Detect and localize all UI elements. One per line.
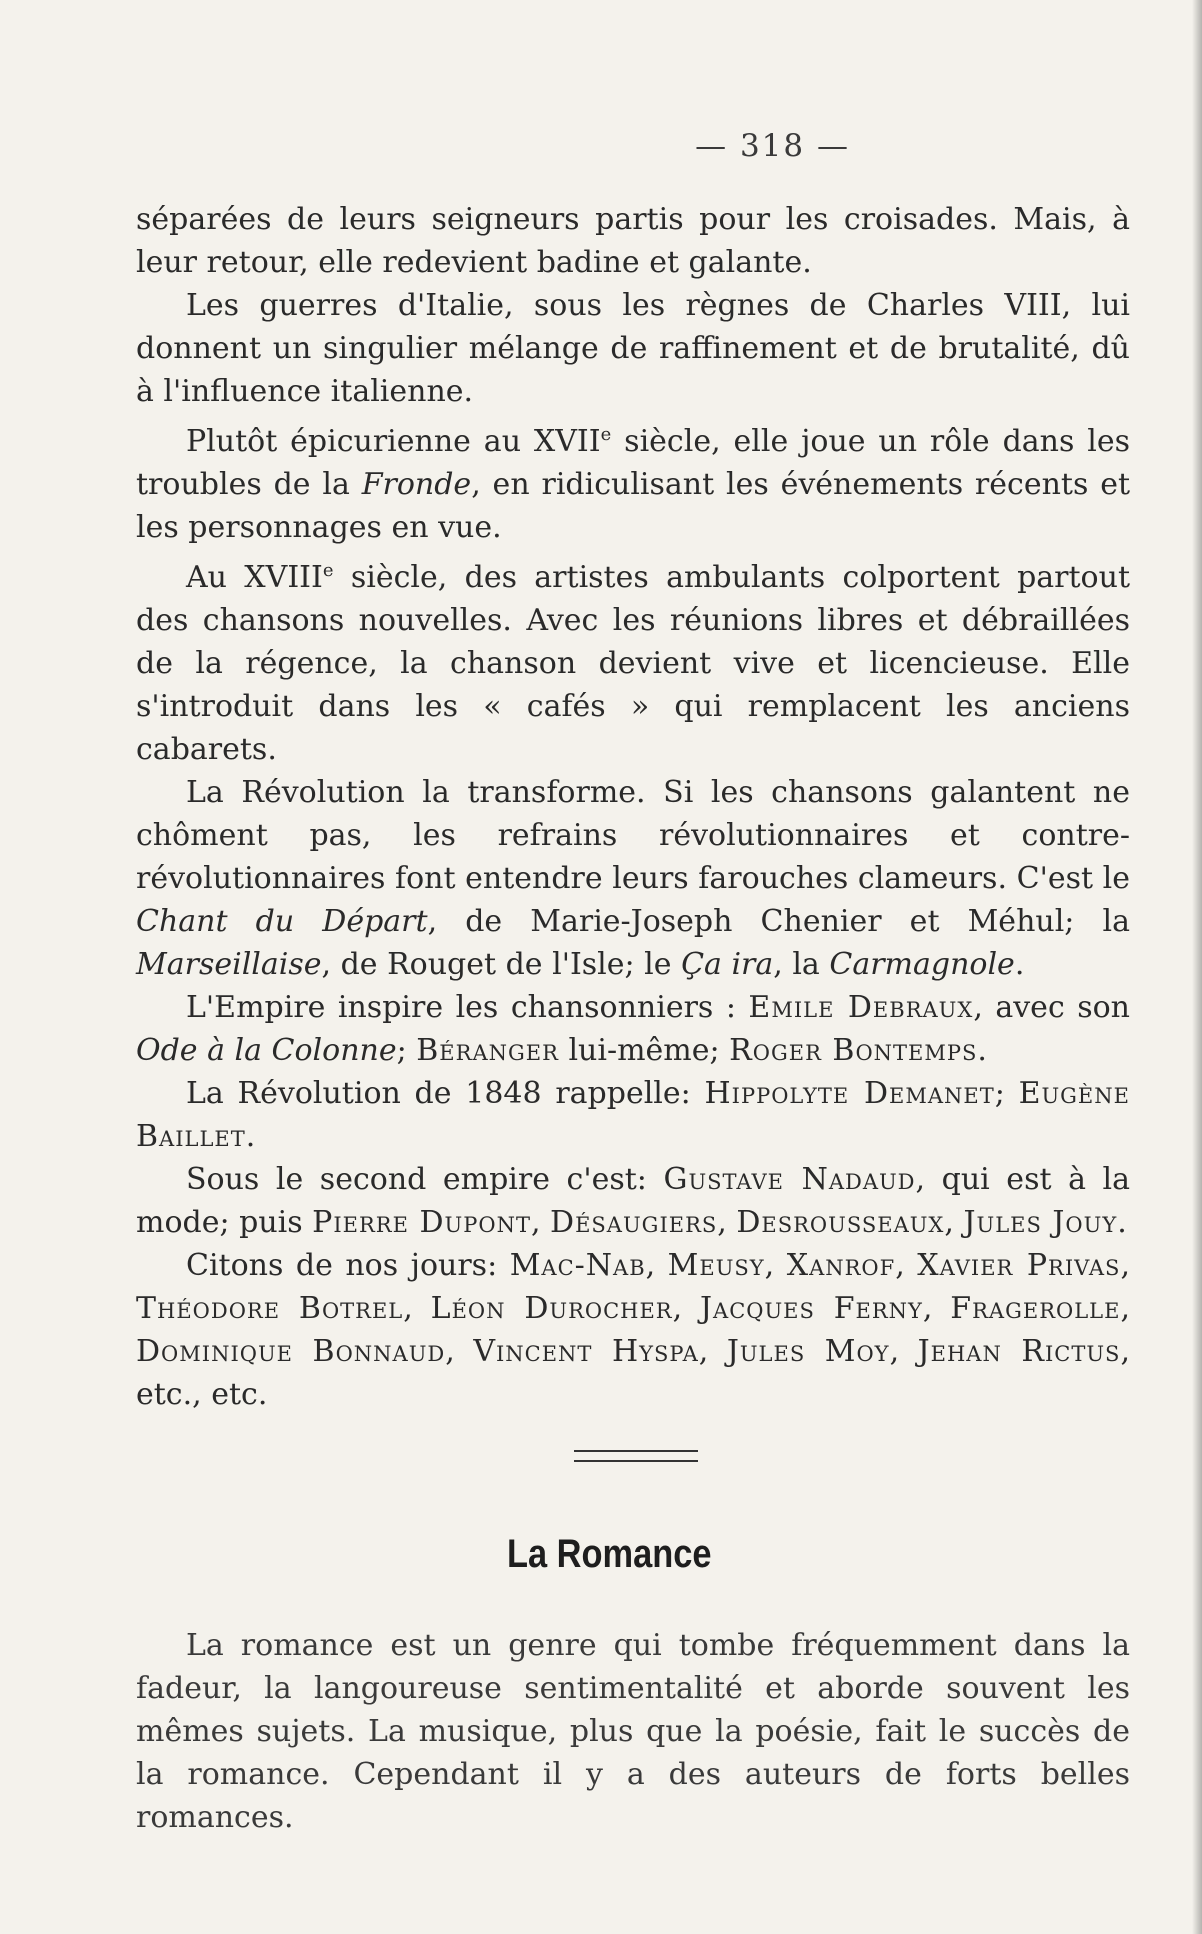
text-run: La Révolution la transforme. Si les chansons galantent ne chôment pas, les refrains révolutionnaires et contre-révolutionnaires font entendre leurs farouches clameurs. C'est le xyxy=(136,775,1130,896)
paragraph xyxy=(136,284,1130,413)
author-name: Vincent Hyspa xyxy=(473,1334,699,1369)
author-name: Jules Jouy xyxy=(963,1205,1118,1240)
author-name: Désaugiers xyxy=(550,1205,718,1240)
text-run: , qui est à la mode; puis xyxy=(136,1162,1131,1240)
author-name: Xanrof xyxy=(786,1248,896,1283)
author-name: Emile Debraux xyxy=(748,990,974,1025)
author-name: Eugène Baillet xyxy=(136,1076,1130,1154)
text-run: , xyxy=(672,1291,700,1326)
author-name: Roger Bontemps xyxy=(729,1033,978,1068)
text-run: , xyxy=(944,1205,964,1240)
author-name: Théodore Botrel xyxy=(136,1291,404,1326)
italic-title: Chant du Départ xyxy=(136,904,428,939)
text-run: Plutôt épicurienne au XVII xyxy=(186,424,601,459)
text-run: siècle, des artistes ambulants colportent partout des chansons nouvelles. Avec les réunions libres et débraillées de la régence, la chanson devient vive et licencieuse. Elle s'introduit dans les « cafés » qui remplacent les anciens cabarets. xyxy=(136,560,1130,767)
paragraph xyxy=(136,771,1130,986)
text-run: La Révolution de 1848 rappelle: xyxy=(186,1076,705,1111)
author-name: Béranger xyxy=(416,1033,559,1068)
romance-text xyxy=(136,1624,1130,1839)
text-run: , xyxy=(764,1248,787,1283)
author-name: Xavier Privas xyxy=(917,1248,1121,1283)
superscript: e xyxy=(322,560,334,581)
author-name: Jules Moy xyxy=(726,1334,890,1369)
author-name: Hippolyte Demanet xyxy=(704,1076,995,1111)
author-name: Léon Durocher xyxy=(430,1291,673,1326)
text-run: Au XVIII xyxy=(186,560,323,595)
text-run: séparées de leurs seigneurs partis pour les croisades. Mais, à leur retour, elle redevient badine et galante. xyxy=(136,202,1130,280)
page-number: — 318 — xyxy=(695,128,850,164)
italic-title: Fronde xyxy=(361,467,472,502)
author-name: Mac-Nab xyxy=(509,1248,646,1283)
text-run: lui-même; xyxy=(558,1033,730,1068)
text-run: , xyxy=(1120,1248,1130,1283)
author-name: Meusy xyxy=(667,1248,765,1283)
text-run: , de Rouget de l'Isle; le xyxy=(321,947,682,982)
superscript: e xyxy=(600,424,612,445)
italic-title: Marseillaise xyxy=(136,947,322,982)
section-title: La Romance xyxy=(506,1532,712,1576)
text-run: , xyxy=(922,1291,951,1326)
text-run: L'Empire inspire les chansonniers : xyxy=(186,990,749,1025)
text-run: , de Marie-Joseph Chenier et Méhul; la xyxy=(427,904,1130,939)
text-run: . xyxy=(245,1119,256,1154)
text-run: , xyxy=(895,1248,918,1283)
chapter-text xyxy=(136,198,1130,1416)
paragraph xyxy=(136,986,1130,1072)
paragraph xyxy=(136,413,1130,549)
text-run: , xyxy=(645,1248,668,1283)
author-name: Fragerolle xyxy=(950,1291,1121,1326)
text-run: , en ridiculisant les événements récents et les personnages en vue. xyxy=(136,467,1131,545)
paragraph xyxy=(136,1072,1130,1158)
text-run: , xyxy=(445,1334,474,1369)
text-run: ; xyxy=(994,1076,1019,1111)
text-run: , xyxy=(698,1334,727,1369)
text-run: , etc., etc. xyxy=(136,1334,1130,1412)
text-run: , la xyxy=(773,947,830,982)
text-run: . xyxy=(977,1033,987,1068)
page-edge-shadow xyxy=(1192,0,1202,1934)
italic-title: Ode à la Colonne xyxy=(136,1033,397,1068)
author-name: Jacques Ferny xyxy=(700,1291,923,1326)
author-name: Dominique Bonnaud xyxy=(136,1334,446,1369)
text-run: . xyxy=(1117,1205,1127,1240)
text-run: , xyxy=(403,1291,431,1326)
text-run: Sous le second empire c'est: xyxy=(186,1162,664,1197)
text-run: Citons de nos jours: xyxy=(186,1248,510,1283)
text-run: ; xyxy=(396,1033,417,1068)
text-run: , xyxy=(889,1334,918,1369)
paragraph xyxy=(136,549,1130,771)
author-name: Pierre Dupont xyxy=(312,1205,531,1240)
author-name: Desrousseaux xyxy=(736,1205,945,1240)
author-name: Gustave Nadaud xyxy=(663,1162,916,1197)
text-run: siècle, elle joue un rôle dans les troubles de la xyxy=(136,424,1131,502)
section-separator xyxy=(574,1450,698,1462)
paragraph xyxy=(136,1244,1130,1416)
text-run: , avec son xyxy=(973,990,1131,1025)
text-run: . xyxy=(1014,947,1025,982)
author-name: Jehan Rictus xyxy=(917,1334,1121,1369)
text-run: Les guerres d'Italie, sous les règnes de Charles VIII, lui donnent un singulier mélange de raffinement et de brutalité, dû à l'influence italienne. xyxy=(136,288,1130,409)
text-run: , xyxy=(1120,1291,1130,1326)
paragraph xyxy=(136,1158,1130,1244)
romance-paragraph: La romance est un genre qui tombe fréquemment dans la fadeur, la langoureuse sentimentalité et aborde souvent les mêmes sujets. La musique, plus que la poésie, fait le succès de la romance. Cependant il y a des auteurs de forts belles romances. xyxy=(136,1628,1130,1835)
paragraph xyxy=(136,198,1130,284)
text-run: , xyxy=(717,1205,737,1240)
italic-title: Ça ira xyxy=(681,947,774,982)
italic-title: Carmagnole xyxy=(829,947,1015,982)
text-run: , xyxy=(530,1205,551,1240)
